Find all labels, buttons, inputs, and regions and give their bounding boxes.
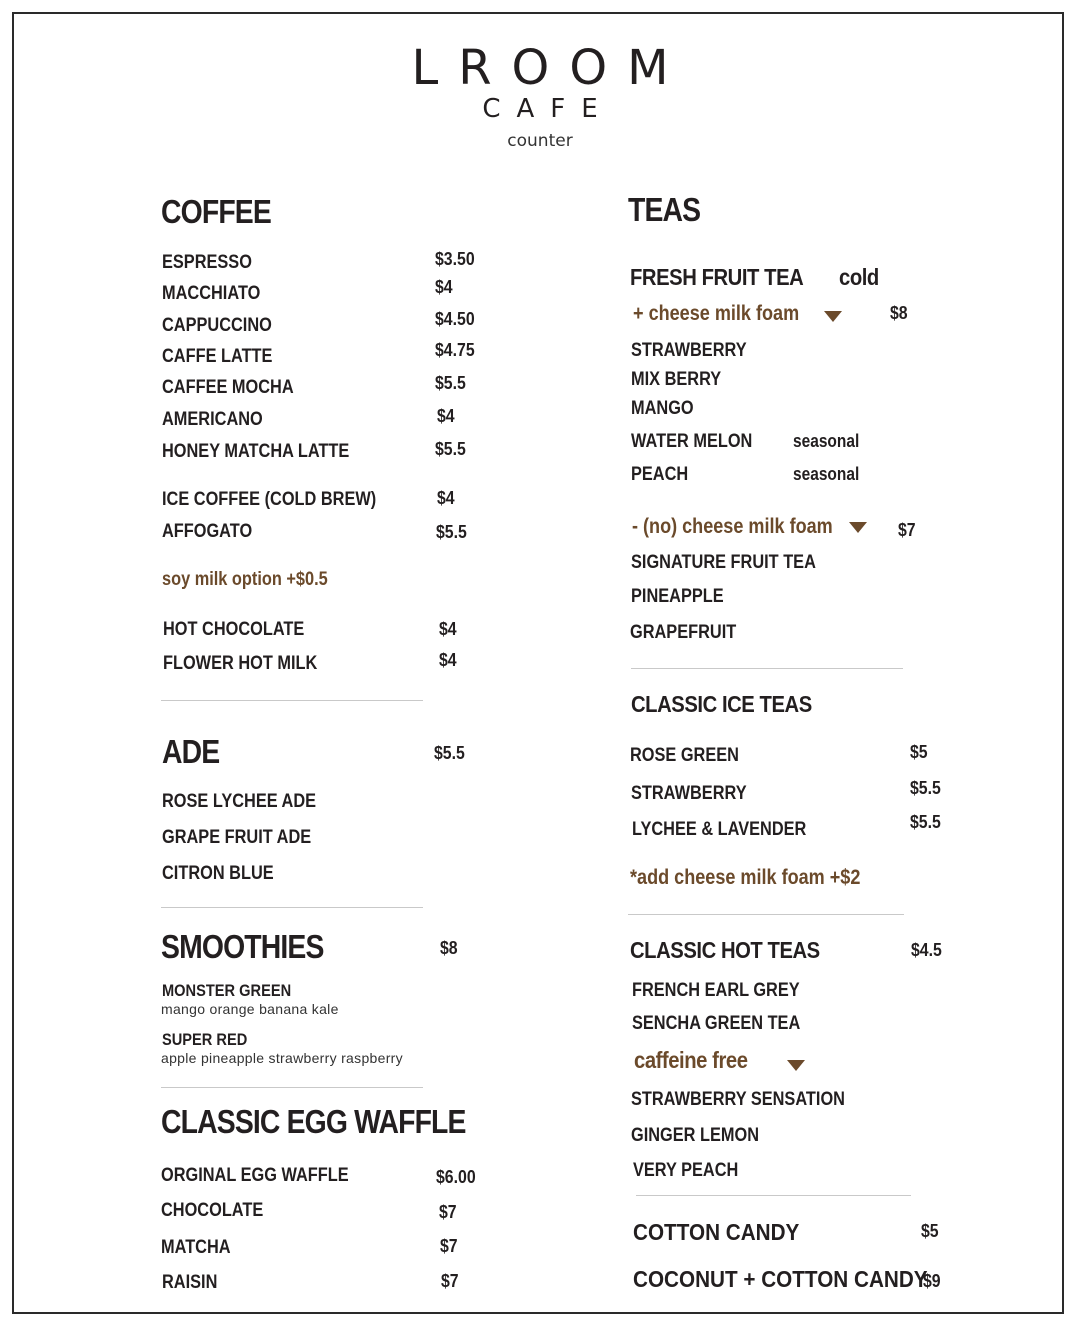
cheese-foam-price: $8	[890, 303, 908, 323]
coffee-item-price: $5.5	[435, 373, 466, 393]
waffle-title: CLASSIC EGG WAFFLE	[161, 1103, 466, 1140]
section-divider	[628, 914, 904, 915]
smoothie-name: MONSTER GREEN	[162, 981, 292, 1000]
coffee-item-price: $5.5	[435, 439, 466, 459]
coffee-item-name: CAPPUCCINO	[162, 315, 272, 336]
ade-price: $5.5	[434, 743, 465, 763]
coffee-item-price: $4	[437, 488, 455, 508]
waffle-item-price: $7	[439, 1202, 457, 1222]
coffee-title: COFFEE	[161, 193, 271, 230]
ice-tea-name: ROSE GREEN	[630, 745, 739, 766]
ice-tea-name: STRAWBERRY	[631, 783, 747, 804]
smoothies-price: $8	[440, 938, 458, 958]
fruit-tea-item: MIX BERRY	[631, 369, 722, 390]
coffee-item-price: $5.5	[436, 522, 467, 542]
ice-tea-name: LYCHEE & LAVENDER	[632, 819, 807, 840]
cotton-candy-price: $5	[921, 1221, 939, 1241]
waffle-item-price: $7	[441, 1271, 459, 1291]
ade-item: ROSE LYCHEE ADE	[162, 791, 317, 812]
coffee-item-price: $4	[435, 277, 453, 297]
section-divider	[161, 1087, 423, 1088]
cotton-candy-name: COTTON CANDY	[633, 1219, 800, 1245]
coffee-item-name: HONEY MATCHA LATTE	[162, 441, 350, 462]
location-label: counter	[507, 131, 573, 151]
caffeine-free-label: caffeine free	[634, 1047, 748, 1073]
waffle-item-name: ORGINAL EGG WAFFLE	[161, 1165, 349, 1186]
cheese-foam-label: + cheese milk foam	[633, 302, 800, 325]
hot-teas-price: $4.5	[911, 940, 942, 960]
hot-tea-item: STRAWBERRY SENSATION	[631, 1089, 845, 1110]
coffee-item-name: MACCHIATO	[162, 283, 261, 304]
hot-teas-title: CLASSIC HOT TEAS	[630, 937, 820, 963]
fruit-tea-item: PINEAPPLE	[631, 586, 724, 607]
fruit-tea-item: PEACH	[631, 464, 689, 485]
waffle-item-name: RAISIN	[162, 1272, 218, 1293]
waffle-item-price: $6.00	[436, 1167, 476, 1187]
waffle-item-price: $7	[440, 1236, 458, 1256]
fruit-tea-item: WATER MELON	[631, 431, 753, 452]
coffee-item-name: AMERICANO	[162, 409, 263, 430]
dropdown-triangle-icon	[824, 311, 842, 322]
coffee-item-price: $4	[437, 406, 455, 426]
teas-title: TEAS	[628, 191, 701, 228]
soy-milk-note: soy milk option +$0.5	[162, 569, 328, 590]
fruit-tea-item: MANGO	[631, 398, 694, 419]
coffee-item-name: ICE COFFEE (COLD BREW)	[162, 489, 377, 510]
coffee-item-name: CAFFE LATTE	[162, 346, 273, 367]
fruit-tea-item: STRAWBERRY	[631, 340, 747, 361]
brand-logo: LROOM	[411, 40, 689, 96]
seasonal-tag: seasonal	[793, 464, 860, 484]
no-foam-label: - (no) cheese milk foam	[632, 515, 833, 538]
fruit-tea-item: SIGNATURE FRUIT TEA	[631, 552, 816, 573]
section-divider	[161, 700, 423, 701]
ice-tea-price: $5	[910, 742, 928, 762]
coffee-extra-name: FLOWER HOT MILK	[163, 653, 318, 674]
smoothies-title: SMOOTHIES	[161, 928, 324, 965]
coffee-item-price: $4.75	[435, 340, 475, 360]
section-divider	[161, 907, 423, 908]
ice-tea-price: $5.5	[910, 812, 941, 832]
coconut-cotton-candy-price: $9	[923, 1271, 941, 1291]
hot-tea-item: GINGER LEMON	[631, 1125, 760, 1146]
hot-tea-item: FRENCH EARL GREY	[632, 980, 800, 1001]
smoothie-name: SUPER RED	[162, 1030, 248, 1049]
ade-item: GRAPE FRUIT ADE	[162, 827, 312, 848]
brand-subtitle: CAFE	[482, 94, 614, 124]
ade-title: ADE	[162, 733, 220, 770]
hot-tea-item: SENCHA GREEN TEA	[632, 1013, 801, 1034]
no-foam-price: $7	[898, 520, 916, 540]
smoothie-ingredients: mango orange banana kale	[161, 1001, 339, 1017]
coffee-item-name: CAFFEE MOCHA	[162, 377, 294, 398]
smoothie-ingredients: apple pineapple strawberry raspberry	[161, 1050, 403, 1066]
waffle-item-name: CHOCOLATE	[161, 1200, 264, 1221]
coffee-item-name: AFFOGATO	[162, 521, 253, 542]
fresh-fruit-tea-title: FRESH FRUIT TEA	[630, 264, 804, 290]
section-divider	[631, 668, 903, 669]
fresh-fruit-tea-temp: cold	[839, 264, 879, 290]
coffee-item-price: $3.50	[435, 249, 475, 269]
waffle-item-name: MATCHA	[161, 1237, 231, 1258]
dropdown-triangle-icon	[849, 522, 867, 533]
coffee-item-price: $4.50	[435, 309, 475, 329]
seasonal-tag: seasonal	[793, 431, 860, 451]
ice-tea-price: $5.5	[910, 778, 941, 798]
coffee-extra-price: $4	[439, 619, 457, 639]
fruit-tea-item: GRAPEFRUIT	[630, 622, 737, 643]
add-cheese-foam-note: *add cheese milk foam +$2	[630, 866, 861, 889]
section-divider	[636, 1195, 911, 1196]
coffee-item-name: ESPRESSO	[162, 252, 252, 273]
coffee-extra-name: HOT CHOCOLATE	[163, 619, 305, 640]
ade-item: CITRON BLUE	[162, 863, 274, 884]
dropdown-triangle-icon	[787, 1060, 805, 1071]
coconut-cotton-candy-name: COCONUT + COTTON CANDY	[633, 1266, 928, 1292]
coffee-extra-price: $4	[439, 650, 457, 670]
hot-tea-item: VERY PEACH	[633, 1160, 739, 1181]
ice-teas-title: CLASSIC ICE TEAS	[631, 691, 812, 717]
